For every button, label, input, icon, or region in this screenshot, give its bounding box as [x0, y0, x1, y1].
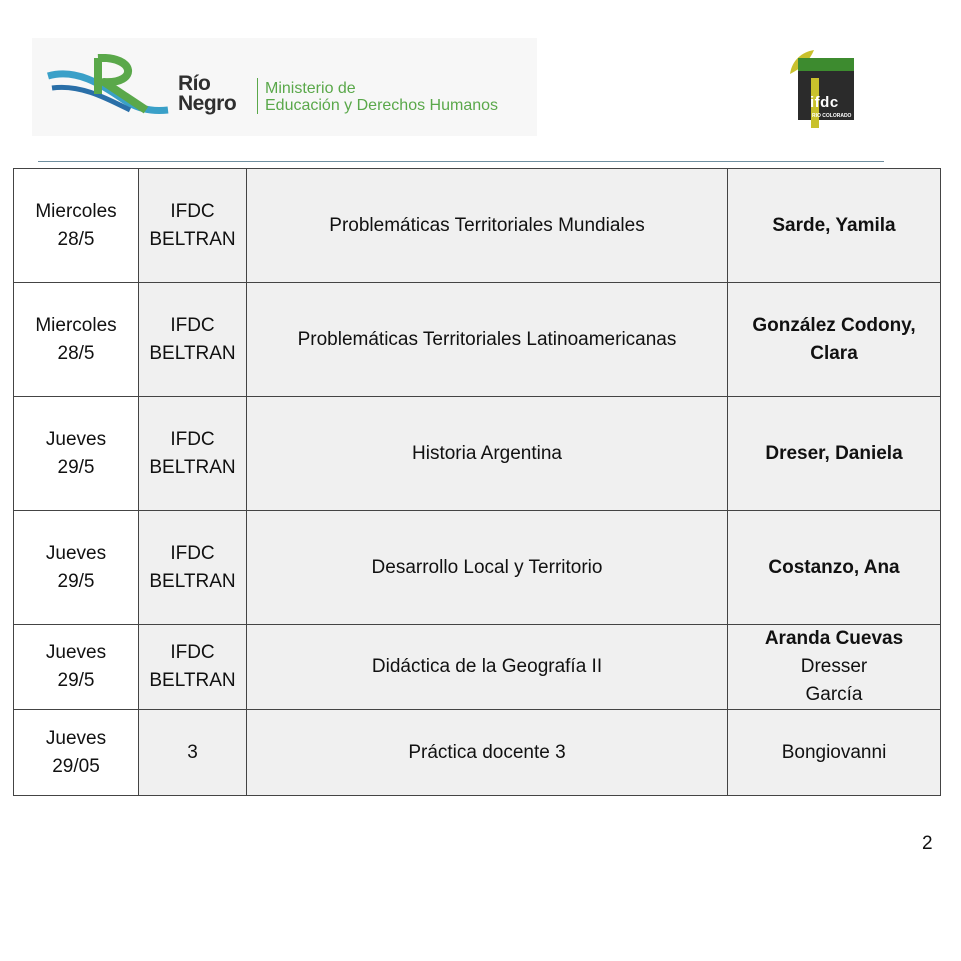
teacher-cell [728, 710, 941, 796]
subject-cell: Problemáticas Territoriales Latinoamericanas [247, 283, 728, 397]
place-line-1: IFDC [170, 200, 215, 222]
teacher-name: Sarde, Yamila [772, 214, 896, 236]
day-text: Jueves [45, 428, 107, 450]
place-line-1: IFDC [170, 314, 215, 336]
teacher-name: Aranda Cuevas [764, 628, 904, 649]
date-text: 29/5 [57, 670, 95, 691]
place-line-1: IFDC [170, 428, 215, 450]
teacher-name: García [805, 684, 863, 705]
table-row [14, 169, 941, 283]
teacher-cell [728, 625, 941, 710]
day-text: Jueves [45, 727, 107, 749]
table-row [14, 397, 941, 511]
place-line-1: IFDC [170, 642, 215, 663]
teacher-cell [728, 283, 941, 397]
subject-cell: Desarrollo Local y Territorio [247, 511, 728, 625]
ministry-line-2: Educación y Derechos Humanos [265, 97, 499, 114]
date-cell [14, 625, 139, 710]
teacher-name: Dreser, Daniela [765, 442, 903, 464]
subject-cell: Didáctica de la Geografía II [247, 625, 728, 710]
ifdc-badge [798, 58, 854, 120]
date-text: 29/5 [57, 570, 95, 592]
rio-negro-wordmark [178, 74, 236, 114]
place-cell [139, 283, 247, 397]
teacher-name: Dresser [800, 656, 868, 677]
ifdc-text: ifdc [810, 94, 839, 111]
date-cell [14, 397, 139, 511]
negro-word: Negro [178, 92, 237, 115]
logo-separator [257, 78, 258, 114]
table-row [14, 710, 941, 796]
schedule-table [13, 168, 941, 796]
day-text: Miercoles [35, 314, 117, 336]
teacher-name: Clara [810, 342, 858, 364]
teacher-name: Bongiovanni [781, 741, 887, 763]
header-divider [38, 161, 884, 162]
day-text: Miercoles [35, 200, 117, 222]
ministry-line-1: Ministerio de [265, 80, 356, 97]
table-row [14, 283, 941, 397]
table-row [14, 511, 941, 625]
place-cell [139, 625, 247, 710]
rio-negro-swoosh-icon [46, 54, 176, 116]
place-line-2: BELTRAN [149, 670, 236, 691]
page-header [0, 0, 961, 165]
ministry-name [265, 80, 498, 114]
subject-cell: Historia Argentina [247, 397, 728, 511]
date-cell [14, 710, 139, 796]
place-line-2: BELTRAN [149, 228, 236, 250]
table-row [14, 625, 941, 710]
ifdc-green-band [798, 58, 854, 71]
place-cell [139, 511, 247, 625]
teacher-name: González Codony, [752, 314, 916, 336]
ifdc-subtext: RIO COLORADO [812, 113, 852, 119]
place-line-2: BELTRAN [149, 456, 236, 478]
page-number: 2 [922, 833, 933, 854]
date-cell [14, 169, 139, 283]
rio-word: Río [178, 72, 211, 95]
ifdc-logo [786, 48, 858, 124]
subject-cell: Práctica docente 3 [247, 710, 728, 796]
date-text: 28/5 [57, 342, 95, 364]
place-cell [139, 169, 247, 283]
rio-negro-logo [32, 38, 537, 136]
teacher-cell [728, 169, 941, 283]
date-cell [14, 511, 139, 625]
date-text: 29/05 [52, 755, 100, 777]
place-cell [139, 397, 247, 511]
place-line-1: 3 [187, 741, 198, 763]
teacher-name: Costanzo, Ana [768, 556, 900, 578]
place-line-2: BELTRAN [149, 342, 236, 364]
place-cell [139, 710, 247, 796]
date-text: 29/5 [57, 456, 95, 478]
date-text: 28/5 [57, 228, 95, 250]
teacher-cell [728, 397, 941, 511]
day-text: Jueves [45, 642, 107, 663]
day-text: Jueves [45, 542, 107, 564]
date-cell [14, 283, 139, 397]
place-line-1: IFDC [170, 542, 215, 564]
place-line-2: BELTRAN [149, 570, 236, 592]
teacher-cell [728, 511, 941, 625]
subject-cell: Problemáticas Territoriales Mundiales [247, 169, 728, 283]
